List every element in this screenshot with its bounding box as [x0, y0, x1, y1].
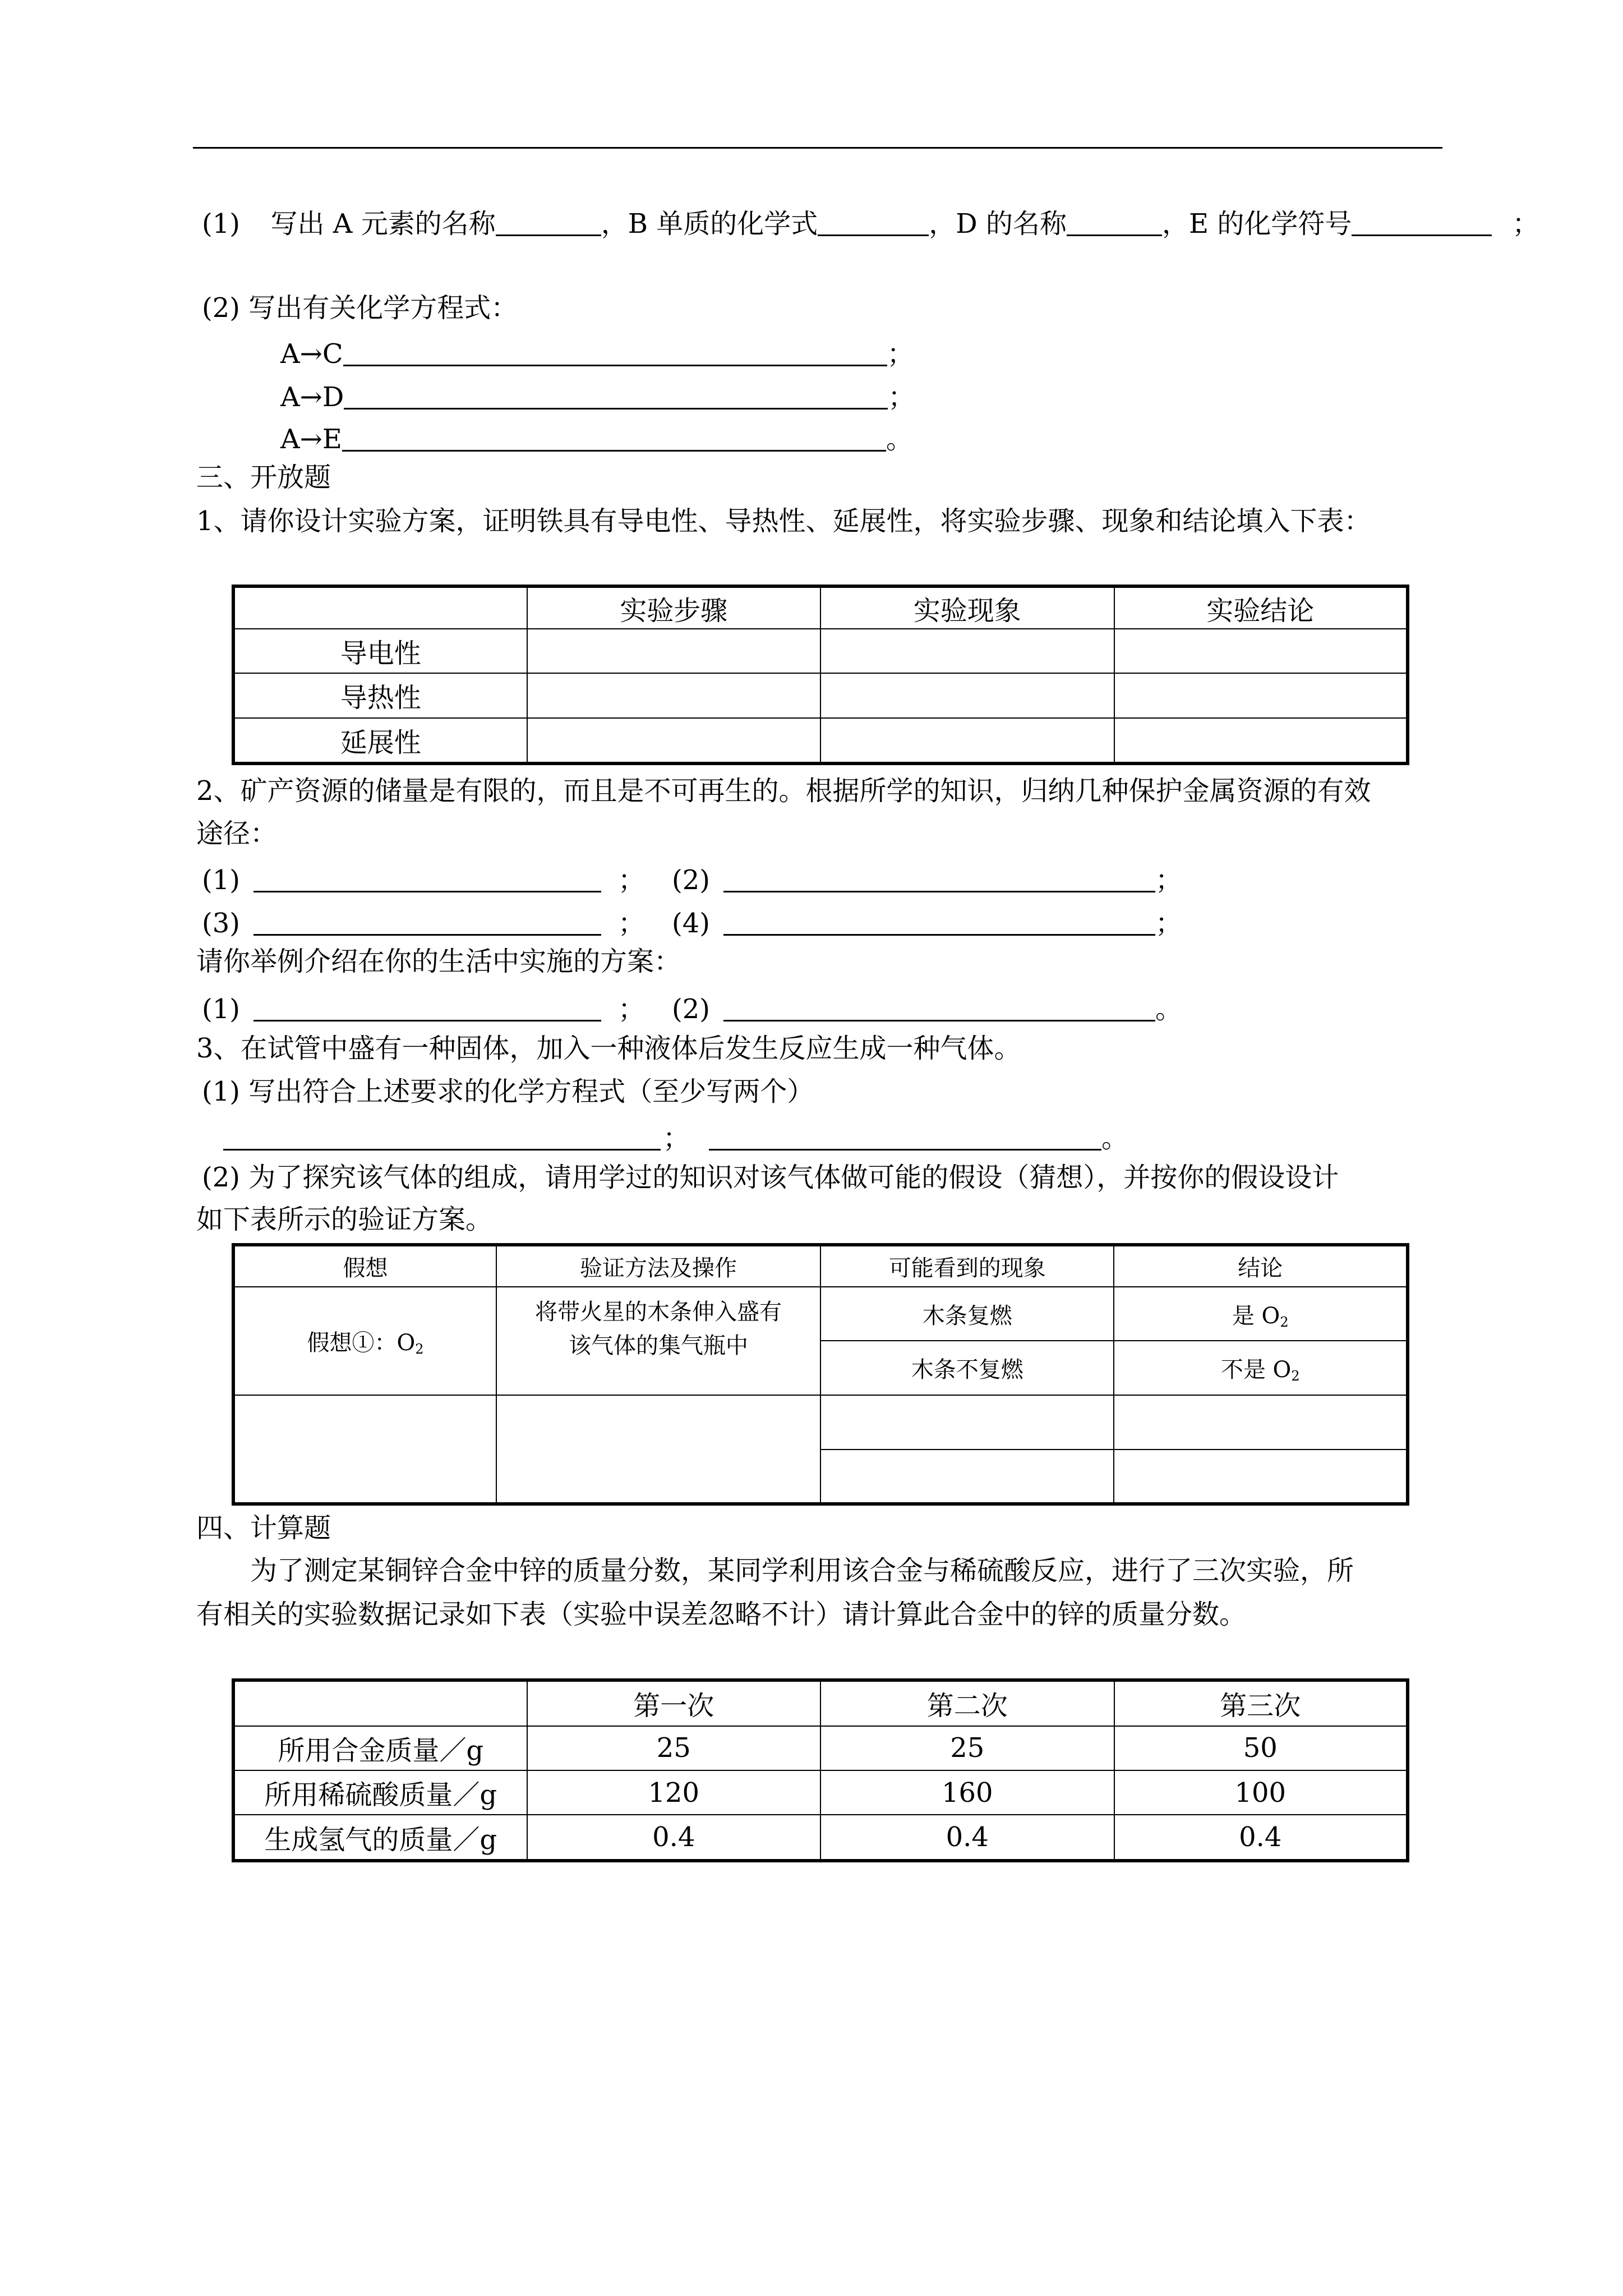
table-header-cell: 实验步骤 — [527, 586, 821, 629]
data-cell: 160 — [820, 1770, 1114, 1815]
table-row — [233, 1770, 1408, 1815]
table-header-cell: 实验结论 — [1114, 586, 1408, 629]
row-label: 所用合金质量／g — [233, 1726, 527, 1770]
data-cell: 100 — [1114, 1770, 1408, 1815]
phenomenon-cell: 木条复燃 — [820, 1287, 1114, 1341]
equation-blank[interactable] — [342, 422, 886, 452]
table-header-cell: 结论 — [1114, 1245, 1408, 1287]
equation-a-d: A→D ； — [280, 380, 915, 411]
data-cell: 25 — [527, 1726, 821, 1770]
question-3-3-1: (1) 写出符合上述要求的化学方程式（至少写两个） — [202, 1076, 814, 1107]
q-text-a-name: 写出 A 元素的名称 — [270, 208, 496, 240]
table-iron-properties — [232, 585, 1409, 765]
answer-cell[interactable] — [820, 1450, 1114, 1504]
row-label: 生成氢气的质量／g — [233, 1815, 527, 1861]
answer-blank[interactable] — [253, 992, 601, 1022]
q-text-e-symbol: ，E 的化学符号 — [1162, 208, 1352, 240]
row-label: 导热性 — [233, 673, 527, 717]
measure-row-2: (2) ； — [672, 863, 1182, 894]
answer-cell[interactable] — [496, 1395, 820, 1504]
table-row — [233, 1815, 1408, 1861]
table-header-cell — [233, 1680, 527, 1726]
equation-row: ； 。 — [223, 1121, 1128, 1152]
table-header-cell: 可能看到的现象 — [820, 1245, 1114, 1287]
answer-blank[interactable] — [496, 206, 601, 236]
answer-cell[interactable] — [1114, 1395, 1408, 1450]
equation-blank[interactable] — [344, 380, 888, 409]
answer-blank[interactable] — [1067, 206, 1162, 236]
answer-cell[interactable] — [1114, 718, 1408, 764]
question-3-3: 3、在试管中盛有一种固体，加入一种液体后发生反应生成一种气体。 — [196, 1033, 1021, 1064]
answer-blank[interactable] — [223, 1121, 661, 1151]
equation-blank[interactable] — [343, 337, 887, 366]
data-cell: 50 — [1114, 1726, 1408, 1770]
question-3-2-line1: 2、矿产资源的储量是有限的，而且是不可再生的。根据所学的知识，归纳几种保护金属资源的有效 — [196, 775, 1371, 807]
answer-cell[interactable] — [527, 673, 821, 717]
question-3-3-2-line1: (2) 为了探究该气体的组成，请用学过的知识对该气体做可能的假设（猜想），并按你的假设设计 — [202, 1162, 1339, 1193]
table-header-cell — [233, 586, 527, 629]
example-row-2: (2) 。 — [672, 992, 1182, 1023]
answer-cell[interactable] — [527, 629, 821, 673]
question-3-2-line3: 请你举例介绍在你的生活中实施的方案： — [196, 946, 681, 977]
answer-blank[interactable] — [723, 906, 1155, 936]
data-cell: 120 — [527, 1770, 821, 1815]
conclusion-cell: 是 $O_2$ — [1114, 1287, 1408, 1341]
question-2-2: (2) 写出有关化学方程式： — [202, 292, 518, 324]
data-cell: 0.4 — [1114, 1815, 1408, 1861]
equation-a-c: A→C ； — [280, 337, 914, 367]
question-2-1: (1) 写出 A 元素的名称 ，B 单质的化学式 ，D 的名称 ，E 的化学符号 ； — [202, 206, 1539, 237]
answer-cell[interactable] — [820, 718, 1114, 764]
data-cell: 0.4 — [820, 1815, 1114, 1861]
answer-cell[interactable] — [820, 673, 1114, 717]
method-cell: 将带火星的木条伸入盛有 该气体的集气瓶中 — [496, 1287, 820, 1396]
question-3-2-line2: 途径： — [196, 818, 278, 849]
example-row-1: (1) ； — [202, 992, 645, 1023]
table-alloy-data — [232, 1678, 1409, 1862]
measure-row-1: (1) ； — [202, 863, 645, 894]
answer-cell[interactable] — [1114, 1450, 1408, 1504]
data-cell: 25 — [820, 1726, 1114, 1770]
table-header-cell: 验证方法及操作 — [496, 1245, 820, 1287]
q-number: (1) — [202, 208, 240, 240]
question-3-1: 1、请你设计实验方案，证明铁具有导电性、导热性、延展性，将实验步骤、现象和结论填入下表： — [196, 505, 1371, 537]
measure-row-3: (3) ； — [202, 906, 645, 937]
answer-blank[interactable] — [253, 863, 601, 892]
answer-blank[interactable] — [723, 863, 1155, 892]
table-gas-hypothesis — [232, 1243, 1409, 1506]
section-heading-calc: 四、计算题 — [196, 1512, 331, 1544]
measure-row-4: (4) ； — [672, 906, 1182, 937]
equation-a-e: A→E 。 — [280, 422, 913, 453]
answer-blank[interactable] — [253, 906, 601, 936]
row-label: 所用稀硫酸质量／g — [233, 1770, 527, 1815]
calc-paragraph-line2: 有相关的实验数据记录如下表（实验中误差忽略不计）请计算此合金中的锌的质量分数。 — [196, 1599, 1247, 1630]
answer-cell[interactable] — [820, 629, 1114, 673]
hypothesis-cell: 假想①：$O_2$ — [233, 1287, 496, 1396]
answer-cell[interactable] — [233, 1395, 496, 1504]
answer-cell[interactable] — [1114, 673, 1408, 717]
row-label: 导电性 — [233, 629, 527, 673]
q-text-b-formula: ，B 单质的化学式 — [601, 208, 818, 240]
table-header-cell: 假想 — [233, 1245, 496, 1287]
table-header-cell: 第三次 — [1114, 1680, 1408, 1726]
answer-cell[interactable] — [527, 718, 821, 764]
q-text-d-name: ，D 的名称 — [929, 208, 1067, 240]
row-label: 延展性 — [233, 718, 527, 764]
table-row — [233, 1726, 1408, 1770]
answer-blank[interactable] — [1352, 206, 1492, 236]
calc-paragraph-line1: 为了测定某铜锌合金中锌的质量分数，某同学利用该合金与稀硫酸反应，进行了三次实验，所 — [250, 1555, 1354, 1586]
section-heading-open: 三、开放题 — [196, 462, 331, 493]
table-header-cell: 第一次 — [527, 1680, 821, 1726]
conclusion-cell: 不是 $O_2$ — [1114, 1341, 1408, 1395]
answer-blank[interactable] — [723, 992, 1155, 1022]
answer-cell[interactable] — [820, 1395, 1114, 1450]
answer-blank[interactable] — [709, 1121, 1101, 1151]
data-cell: 0.4 — [527, 1815, 821, 1861]
phenomenon-cell: 木条不复燃 — [820, 1341, 1114, 1395]
table-header-cell: 第二次 — [820, 1680, 1114, 1726]
answer-cell[interactable] — [1114, 629, 1408, 673]
top-rule — [193, 147, 1442, 149]
table-header-cell: 实验现象 — [820, 586, 1114, 629]
question-3-3-2-line2: 如下表所示的验证方案。 — [196, 1204, 493, 1235]
answer-blank[interactable] — [818, 206, 929, 236]
